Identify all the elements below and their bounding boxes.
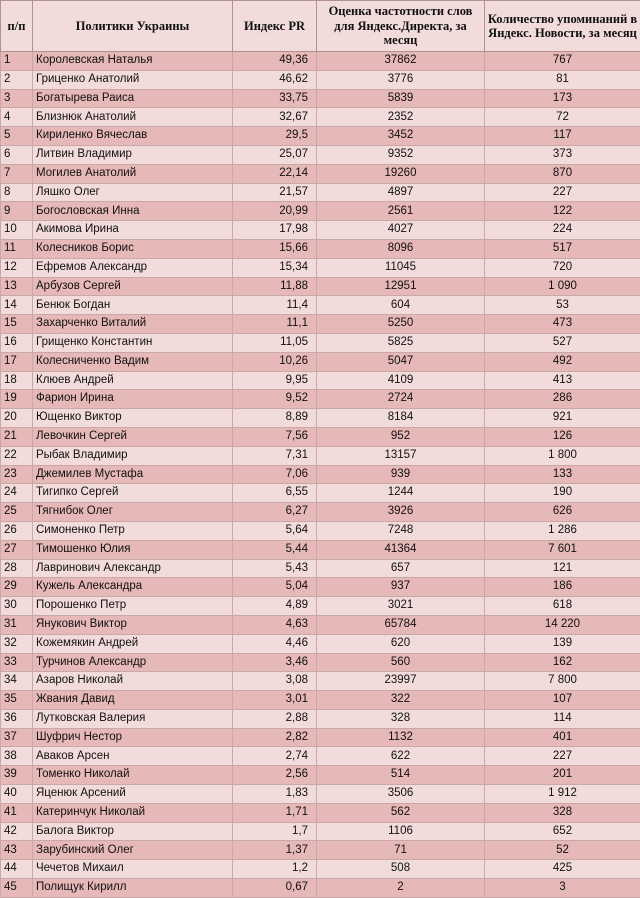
row-number: 36: [1, 709, 33, 728]
yandex-direct-frequency: 5250: [317, 315, 485, 334]
row-number: 37: [1, 728, 33, 747]
table-row: [1, 615, 640, 634]
politician-name: Фарион Ирина: [33, 390, 233, 409]
yandex-direct-frequency: 2724: [317, 390, 485, 409]
row-number: 24: [1, 484, 33, 503]
yandex-direct-frequency: 1244: [317, 484, 485, 503]
pr-index: 6,27: [233, 503, 317, 522]
pr-index: 22,14: [233, 164, 317, 183]
row-number: 45: [1, 879, 33, 898]
table-row: [1, 672, 640, 691]
row-number: 19: [1, 390, 33, 409]
yandex-news-mentions: 201: [485, 766, 640, 785]
yandex-direct-frequency: 3776: [317, 70, 485, 89]
yandex-direct-frequency: 71: [317, 841, 485, 860]
pr-index: 2,82: [233, 728, 317, 747]
table-row: [1, 803, 640, 822]
table-row: [1, 258, 640, 277]
yandex-news-mentions: 1 286: [485, 521, 640, 540]
row-number: 28: [1, 559, 33, 578]
yandex-direct-frequency: 514: [317, 766, 485, 785]
table-row: [1, 52, 640, 71]
row-number: 30: [1, 597, 33, 616]
yandex-direct-frequency: 562: [317, 803, 485, 822]
table-row: [1, 822, 640, 841]
politician-name: Кужель Александра: [33, 578, 233, 597]
table-row: [1, 221, 640, 240]
row-number: 2: [1, 70, 33, 89]
yandex-news-mentions: 186: [485, 578, 640, 597]
table-row: [1, 352, 640, 371]
pr-index: 11,4: [233, 296, 317, 315]
yandex-direct-frequency: 328: [317, 709, 485, 728]
row-number: 40: [1, 785, 33, 804]
pr-index: 25,07: [233, 145, 317, 164]
yandex-news-mentions: 53: [485, 296, 640, 315]
pr-index: 3,46: [233, 653, 317, 672]
row-number: 34: [1, 672, 33, 691]
politician-name: Арбузов Сергей: [33, 277, 233, 296]
politician-name: Кожемякин Андрей: [33, 634, 233, 653]
politician-name: Томенко Николай: [33, 766, 233, 785]
politician-name: Симоненко Петр: [33, 521, 233, 540]
politician-name: Тигипко Сергей: [33, 484, 233, 503]
yandex-direct-frequency: 939: [317, 465, 485, 484]
table-row: [1, 127, 640, 146]
yandex-news-mentions: 286: [485, 390, 640, 409]
table-row: [1, 202, 640, 221]
politician-name: Ляшко Олег: [33, 183, 233, 202]
politician-name: Богословская Инна: [33, 202, 233, 221]
yandex-news-mentions: 72: [485, 108, 640, 127]
yandex-direct-frequency: 11045: [317, 258, 485, 277]
pr-index: 49,36: [233, 52, 317, 71]
row-number: 4: [1, 108, 33, 127]
politician-name: Лавринович Александр: [33, 559, 233, 578]
yandex-direct-frequency: 19260: [317, 164, 485, 183]
pr-index: 46,62: [233, 70, 317, 89]
pr-index: 32,67: [233, 108, 317, 127]
pr-index: 17,98: [233, 221, 317, 240]
yandex-news-mentions: 117: [485, 127, 640, 146]
table-row: [1, 484, 640, 503]
politician-name: Литвин Владимир: [33, 145, 233, 164]
yandex-news-mentions: 921: [485, 409, 640, 428]
row-number: 8: [1, 183, 33, 202]
yandex-news-mentions: 224: [485, 221, 640, 240]
row-number: 16: [1, 333, 33, 352]
yandex-news-mentions: 1 912: [485, 785, 640, 804]
yandex-direct-frequency: 5825: [317, 333, 485, 352]
row-number: 33: [1, 653, 33, 672]
yandex-direct-frequency: 8096: [317, 239, 485, 258]
yandex-news-mentions: 107: [485, 691, 640, 710]
pr-index: 8,89: [233, 409, 317, 428]
pr-index: 1,7: [233, 822, 317, 841]
politician-name: Грищенко Константин: [33, 333, 233, 352]
row-number: 3: [1, 89, 33, 108]
table-row: [1, 597, 640, 616]
politician-name: Гриценко Анатолий: [33, 70, 233, 89]
row-number: 39: [1, 766, 33, 785]
row-number: 18: [1, 371, 33, 390]
yandex-direct-frequency: 952: [317, 427, 485, 446]
yandex-direct-frequency: 9352: [317, 145, 485, 164]
row-number: 21: [1, 427, 33, 446]
row-number: 14: [1, 296, 33, 315]
pr-index: 4,89: [233, 597, 317, 616]
yandex-direct-frequency: 41364: [317, 540, 485, 559]
table-row: [1, 70, 640, 89]
pr-index: 15,34: [233, 258, 317, 277]
yandex-news-mentions: 139: [485, 634, 640, 653]
yandex-direct-frequency: 4109: [317, 371, 485, 390]
row-number: 43: [1, 841, 33, 860]
header-yandex-news: Количество упоминаний в Яндекс. Новости, за месяц: [485, 1, 640, 52]
yandex-direct-frequency: 65784: [317, 615, 485, 634]
row-number: 7: [1, 164, 33, 183]
yandex-news-mentions: 413: [485, 371, 640, 390]
yandex-news-mentions: 114: [485, 709, 640, 728]
table-row: [1, 89, 640, 108]
pr-index: 11,88: [233, 277, 317, 296]
yandex-news-mentions: 652: [485, 822, 640, 841]
politician-name: Порошенко Петр: [33, 597, 233, 616]
pr-index: 5,43: [233, 559, 317, 578]
yandex-direct-frequency: 2352: [317, 108, 485, 127]
politician-name: Колесников Борис: [33, 239, 233, 258]
yandex-news-mentions: 126: [485, 427, 640, 446]
table-row: [1, 239, 640, 258]
yandex-direct-frequency: 5839: [317, 89, 485, 108]
table-row: [1, 409, 640, 428]
yandex-direct-frequency: 2561: [317, 202, 485, 221]
yandex-news-mentions: 227: [485, 183, 640, 202]
pr-index: 1,83: [233, 785, 317, 804]
yandex-direct-frequency: 604: [317, 296, 485, 315]
yandex-direct-frequency: 508: [317, 860, 485, 879]
yandex-direct-frequency: 8184: [317, 409, 485, 428]
row-number: 41: [1, 803, 33, 822]
row-number: 12: [1, 258, 33, 277]
table-row: [1, 277, 640, 296]
yandex-news-mentions: 1 090: [485, 277, 640, 296]
politician-name: Азаров Николай: [33, 672, 233, 691]
row-number: 17: [1, 352, 33, 371]
politician-name: Янукович Виктор: [33, 615, 233, 634]
yandex-direct-frequency: 657: [317, 559, 485, 578]
yandex-news-mentions: 527: [485, 333, 640, 352]
yandex-direct-frequency: 3452: [317, 127, 485, 146]
yandex-direct-frequency: 4027: [317, 221, 485, 240]
yandex-news-mentions: 870: [485, 164, 640, 183]
table-row: [1, 879, 640, 898]
yandex-direct-frequency: 4897: [317, 183, 485, 202]
yandex-news-mentions: 162: [485, 653, 640, 672]
table-row: [1, 559, 640, 578]
row-number: 13: [1, 277, 33, 296]
row-number: 10: [1, 221, 33, 240]
yandex-news-mentions: 425: [485, 860, 640, 879]
yandex-news-mentions: 473: [485, 315, 640, 334]
row-number: 35: [1, 691, 33, 710]
politician-name: Полищук Кирилл: [33, 879, 233, 898]
politician-name: Захарченко Виталий: [33, 315, 233, 334]
yandex-direct-frequency: 620: [317, 634, 485, 653]
header-yandex-direct: Оценка частотности слов для Яндекс.Директа, за месяц: [317, 1, 485, 52]
politician-name: Яценюк Арсений: [33, 785, 233, 804]
yandex-direct-frequency: 3506: [317, 785, 485, 804]
politician-name: Катеринчук Николай: [33, 803, 233, 822]
yandex-news-mentions: 173: [485, 89, 640, 108]
pr-index: 6,55: [233, 484, 317, 503]
row-number: 42: [1, 822, 33, 841]
table-row: [1, 766, 640, 785]
pr-index: 5,04: [233, 578, 317, 597]
row-number: 5: [1, 127, 33, 146]
yandex-direct-frequency: 12951: [317, 277, 485, 296]
pr-index: 7,06: [233, 465, 317, 484]
table-row: [1, 108, 640, 127]
row-number: 11: [1, 239, 33, 258]
politician-name: Зарубинский Олег: [33, 841, 233, 860]
yandex-news-mentions: 328: [485, 803, 640, 822]
pr-index: 29,5: [233, 127, 317, 146]
row-number: 9: [1, 202, 33, 221]
pr-index: 33,75: [233, 89, 317, 108]
table-row: [1, 465, 640, 484]
pr-index: 5,44: [233, 540, 317, 559]
table-row: [1, 709, 640, 728]
pr-index: 2,88: [233, 709, 317, 728]
pr-index: 10,26: [233, 352, 317, 371]
politician-name: Чечетов Михаил: [33, 860, 233, 879]
row-number: 15: [1, 315, 33, 334]
politician-name: Богатырева Раиса: [33, 89, 233, 108]
table-row: [1, 503, 640, 522]
yandex-direct-frequency: 1132: [317, 728, 485, 747]
row-number: 20: [1, 409, 33, 428]
row-number: 1: [1, 52, 33, 71]
pr-index: 5,64: [233, 521, 317, 540]
yandex-direct-frequency: 622: [317, 747, 485, 766]
politician-name: Колесниченко Вадим: [33, 352, 233, 371]
yandex-news-mentions: 517: [485, 239, 640, 258]
table-row: [1, 390, 640, 409]
table-row: [1, 728, 640, 747]
yandex-news-mentions: 81: [485, 70, 640, 89]
pr-index: 7,31: [233, 446, 317, 465]
pr-index: 2,56: [233, 766, 317, 785]
yandex-news-mentions: 122: [485, 202, 640, 221]
yandex-news-mentions: 227: [485, 747, 640, 766]
politician-name: Клюев Андрей: [33, 371, 233, 390]
table-row: [1, 634, 640, 653]
row-number: 38: [1, 747, 33, 766]
yandex-news-mentions: 767: [485, 52, 640, 71]
pr-index: 3,08: [233, 672, 317, 691]
table-row: [1, 296, 640, 315]
pr-index: 2,74: [233, 747, 317, 766]
header-name: Политики Украины: [33, 1, 233, 52]
yandex-news-mentions: 190: [485, 484, 640, 503]
politician-name: Ефремов Александр: [33, 258, 233, 277]
yandex-direct-frequency: 1106: [317, 822, 485, 841]
pr-index: 7,56: [233, 427, 317, 446]
politician-name: Лутковская Валерия: [33, 709, 233, 728]
yandex-direct-frequency: 7248: [317, 521, 485, 540]
table-row: [1, 183, 640, 202]
table-row: [1, 371, 640, 390]
pr-index: 4,63: [233, 615, 317, 634]
yandex-direct-frequency: 2: [317, 879, 485, 898]
pr-index: 0,67: [233, 879, 317, 898]
pr-index: 9,52: [233, 390, 317, 409]
yandex-news-mentions: 626: [485, 503, 640, 522]
yandex-news-mentions: 52: [485, 841, 640, 860]
politician-name: Левочкин Сергей: [33, 427, 233, 446]
row-number: 27: [1, 540, 33, 559]
politician-name: Тимошенко Юлия: [33, 540, 233, 559]
row-number: 23: [1, 465, 33, 484]
politician-name: Могилев Анатолий: [33, 164, 233, 183]
table-row: [1, 333, 640, 352]
politician-name: Шуфрич Нестор: [33, 728, 233, 747]
yandex-news-mentions: 7 800: [485, 672, 640, 691]
table-row: [1, 747, 640, 766]
row-number: 25: [1, 503, 33, 522]
table-row: [1, 841, 640, 860]
yandex-news-mentions: 1 800: [485, 446, 640, 465]
row-number: 6: [1, 145, 33, 164]
politician-name: Жвания Давид: [33, 691, 233, 710]
table-row: [1, 446, 640, 465]
yandex-direct-frequency: 322: [317, 691, 485, 710]
table-row: [1, 785, 640, 804]
header-pr-index: Индекс PR: [233, 1, 317, 52]
yandex-news-mentions: 3: [485, 879, 640, 898]
table-row: [1, 540, 640, 559]
pr-index: 11,1: [233, 315, 317, 334]
politician-name: Балога Виктор: [33, 822, 233, 841]
row-number: 29: [1, 578, 33, 597]
yandex-direct-frequency: 37862: [317, 52, 485, 71]
yandex-news-mentions: 720: [485, 258, 640, 277]
yandex-news-mentions: 121: [485, 559, 640, 578]
politician-name: Ющенко Виктор: [33, 409, 233, 428]
pr-index: 15,66: [233, 239, 317, 258]
table-row: [1, 653, 640, 672]
table-row: [1, 860, 640, 879]
yandex-news-mentions: 14 220: [485, 615, 640, 634]
yandex-news-mentions: 133: [485, 465, 640, 484]
pr-index: 11,05: [233, 333, 317, 352]
politician-name: Турчинов Александр: [33, 653, 233, 672]
politician-name: Бенюк Богдан: [33, 296, 233, 315]
yandex-direct-frequency: 560: [317, 653, 485, 672]
politician-name: Акимова Ирина: [33, 221, 233, 240]
table-row: [1, 521, 640, 540]
politician-name: Джемилев Мустафа: [33, 465, 233, 484]
table-row: [1, 145, 640, 164]
yandex-direct-frequency: 3926: [317, 503, 485, 522]
pr-index: 3,01: [233, 691, 317, 710]
yandex-news-mentions: 7 601: [485, 540, 640, 559]
pr-index: 1,37: [233, 841, 317, 860]
pr-index: 20,99: [233, 202, 317, 221]
politician-name: Близнюк Анатолий: [33, 108, 233, 127]
yandex-news-mentions: 618: [485, 597, 640, 616]
yandex-news-mentions: 401: [485, 728, 640, 747]
row-number: 22: [1, 446, 33, 465]
table-row: [1, 164, 640, 183]
table-row: [1, 691, 640, 710]
politician-name: Рыбак Владимир: [33, 446, 233, 465]
pr-index: 9,95: [233, 371, 317, 390]
yandex-news-mentions: 373: [485, 145, 640, 164]
politician-name: Королевская Наталья: [33, 52, 233, 71]
row-number: 31: [1, 615, 33, 634]
politician-name: Тягнибок Олег: [33, 503, 233, 522]
yandex-direct-frequency: 3021: [317, 597, 485, 616]
politician-name: Аваков Арсен: [33, 747, 233, 766]
table-row: [1, 578, 640, 597]
pr-index: 21,57: [233, 183, 317, 202]
pr-index: 1,71: [233, 803, 317, 822]
yandex-direct-frequency: 13157: [317, 446, 485, 465]
yandex-direct-frequency: 23997: [317, 672, 485, 691]
row-number: 32: [1, 634, 33, 653]
politician-name: Кириленко Вячеслав: [33, 127, 233, 146]
table-row: [1, 315, 640, 334]
pr-index: 4,46: [233, 634, 317, 653]
row-number: 26: [1, 521, 33, 540]
yandex-direct-frequency: 5047: [317, 352, 485, 371]
header-row: [1, 1, 640, 52]
table-row: [1, 427, 640, 446]
yandex-news-mentions: 492: [485, 352, 640, 371]
yandex-direct-frequency: 937: [317, 578, 485, 597]
row-number: 44: [1, 860, 33, 879]
pr-index: 1,2: [233, 860, 317, 879]
header-num: п/п: [1, 1, 33, 52]
